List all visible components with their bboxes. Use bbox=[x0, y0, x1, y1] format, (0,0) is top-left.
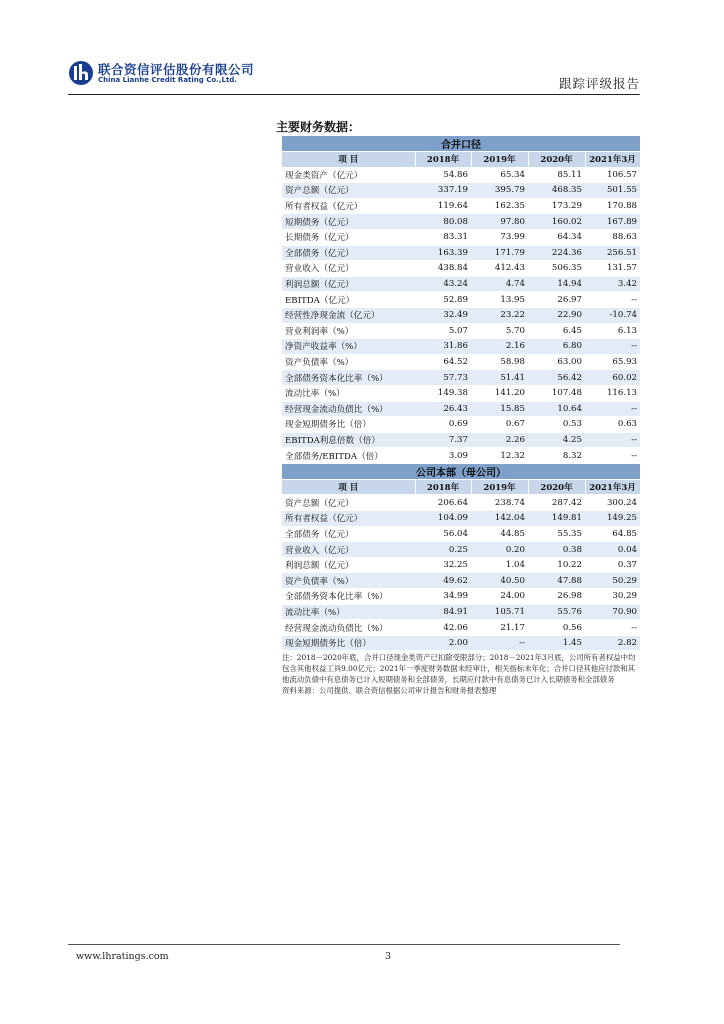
row-label: 全部债务资本化比率（%） bbox=[282, 589, 415, 605]
table-cell: -- bbox=[471, 635, 528, 651]
row-label: 经营性净现金流（亿元） bbox=[282, 307, 415, 323]
table-cell: 73.99 bbox=[471, 229, 528, 245]
table-cell: 84.91 bbox=[415, 604, 471, 620]
table-cell: 141.20 bbox=[471, 385, 528, 401]
row-label: 全部债务资本化比率（%） bbox=[282, 370, 415, 386]
row-label: EBITDA利息倍数（倍） bbox=[282, 432, 415, 448]
table-cell: 149.25 bbox=[585, 511, 640, 527]
row-label: 现金短期债务比（倍） bbox=[282, 635, 415, 651]
row-label: 全部债务/EBITDA（倍） bbox=[282, 448, 415, 464]
row-label: 经营现金流动负债比（%） bbox=[282, 620, 415, 636]
table-cell: 26.97 bbox=[528, 292, 585, 308]
footer-website-link[interactable]: www.lhratings.com bbox=[76, 951, 169, 962]
row-label: 全部债务（亿元） bbox=[282, 526, 415, 542]
table-row bbox=[282, 620, 640, 636]
table-row bbox=[282, 401, 640, 417]
table-cell: 171.79 bbox=[471, 245, 528, 261]
table-cell: 52.89 bbox=[415, 292, 471, 308]
table-cell: 116.13 bbox=[585, 385, 640, 401]
table-cell: 64.52 bbox=[415, 354, 471, 370]
table-row bbox=[282, 370, 640, 386]
row-label: EBITDA（亿元） bbox=[282, 292, 415, 308]
row-label: 短期债务（亿元） bbox=[282, 214, 415, 230]
table-row bbox=[282, 573, 640, 589]
table-cell: 438.84 bbox=[415, 261, 471, 277]
table-cell: 0.20 bbox=[471, 542, 528, 558]
table-row bbox=[282, 245, 640, 261]
table-cell: 7.37 bbox=[415, 432, 471, 448]
table-cell: 26.43 bbox=[415, 401, 471, 417]
table-cell: 2.16 bbox=[471, 339, 528, 355]
table-cell: 40.50 bbox=[471, 573, 528, 589]
table-cell: 32.49 bbox=[415, 307, 471, 323]
table-cell: 0.63 bbox=[585, 417, 640, 433]
table-cell: 30.29 bbox=[585, 589, 640, 605]
table-row bbox=[282, 261, 640, 277]
table-cell: 56.04 bbox=[415, 526, 471, 542]
column-header: 2021年3月 bbox=[585, 479, 640, 495]
table-cell: 55.35 bbox=[528, 526, 585, 542]
table-cell: 160.02 bbox=[528, 214, 585, 230]
table-cell: -- bbox=[585, 401, 640, 417]
table-cell: 13.95 bbox=[471, 292, 528, 308]
table-row bbox=[282, 604, 640, 620]
section-title: 主要财务数据： bbox=[276, 120, 361, 134]
table-cell: 3.42 bbox=[585, 276, 640, 292]
table-cell: 3.09 bbox=[415, 448, 471, 464]
table-cell: 88.63 bbox=[585, 229, 640, 245]
table-row bbox=[282, 589, 640, 605]
column-header: 2021年3月 bbox=[585, 152, 640, 168]
table-cell: -10.74 bbox=[585, 307, 640, 323]
table-cell: 0.56 bbox=[528, 620, 585, 636]
table-cell: 15.85 bbox=[471, 401, 528, 417]
row-label: 长期债务（亿元） bbox=[282, 229, 415, 245]
table-cell: 256.51 bbox=[585, 245, 640, 261]
table-cell: 42.06 bbox=[415, 620, 471, 636]
table-row bbox=[282, 198, 640, 214]
table-cell: 22.90 bbox=[528, 307, 585, 323]
table-cell: 83.31 bbox=[415, 229, 471, 245]
table-cell: 0.69 bbox=[415, 417, 471, 433]
table-cell: -- bbox=[585, 292, 640, 308]
table-cell: -- bbox=[585, 448, 640, 464]
table-row bbox=[282, 526, 640, 542]
table-cell: 6.45 bbox=[528, 323, 585, 339]
table-cell: 4.74 bbox=[471, 276, 528, 292]
page-header bbox=[68, 58, 640, 94]
row-label: 所有者权益（亿元） bbox=[282, 198, 415, 214]
table-row bbox=[282, 354, 640, 370]
table-cell: 6.80 bbox=[528, 339, 585, 355]
table-cell: 131.57 bbox=[585, 261, 640, 277]
table-row bbox=[282, 214, 640, 230]
table-cell: 506.35 bbox=[528, 261, 585, 277]
table-row bbox=[282, 385, 640, 401]
table-cell: 23.22 bbox=[471, 307, 528, 323]
table-row bbox=[282, 542, 640, 558]
table-cell: 70.90 bbox=[585, 604, 640, 620]
table-cell: -- bbox=[585, 432, 640, 448]
row-label: 营业收入（亿元） bbox=[282, 542, 415, 558]
table-row bbox=[282, 276, 640, 292]
row-label: 资产总额（亿元） bbox=[282, 183, 415, 199]
row-label: 净资产收益率（%） bbox=[282, 339, 415, 355]
row-label: 资产负债率（%） bbox=[282, 573, 415, 589]
table-cell: 501.55 bbox=[585, 183, 640, 199]
report-type-label: 跟踪评级报告 bbox=[558, 76, 640, 91]
company-name-cn: 联合资信评估股份有限公司 bbox=[98, 62, 255, 77]
table-cell: 468.35 bbox=[528, 183, 585, 199]
table-cell: 8.32 bbox=[528, 448, 585, 464]
table-cell: 14.94 bbox=[528, 276, 585, 292]
table-cell: 206.64 bbox=[415, 495, 471, 511]
table-cell: 21.17 bbox=[471, 620, 528, 636]
column-header: 2018年 bbox=[415, 152, 471, 168]
table-cell: 287.42 bbox=[528, 495, 585, 511]
header-divider bbox=[68, 94, 640, 95]
table-row bbox=[282, 635, 640, 651]
table-cell: 142.04 bbox=[471, 511, 528, 527]
table-cell: 0.67 bbox=[471, 417, 528, 433]
table-cell: 0.37 bbox=[585, 557, 640, 573]
table-cell: 12.32 bbox=[471, 448, 528, 464]
table-cell: 224.36 bbox=[528, 245, 585, 261]
table-cell: 5.70 bbox=[471, 323, 528, 339]
financial-data-table bbox=[282, 136, 641, 651]
table-cell: 85.11 bbox=[528, 167, 585, 183]
table-cell: 163.39 bbox=[415, 245, 471, 261]
company-name-en: China Lianhe Credit Rating Co.,Ltd. bbox=[98, 76, 237, 84]
table-cell: 395.79 bbox=[471, 183, 528, 199]
table-cell: 65.93 bbox=[585, 354, 640, 370]
column-header: 2020年 bbox=[528, 152, 585, 168]
table-cell: 107.48 bbox=[528, 385, 585, 401]
section-title-row bbox=[282, 136, 640, 152]
table-cell: 64.34 bbox=[528, 229, 585, 245]
table-cell: 149.81 bbox=[528, 511, 585, 527]
table-cell: 54.86 bbox=[415, 167, 471, 183]
table-cell: 24.00 bbox=[471, 589, 528, 605]
table-row bbox=[282, 183, 640, 199]
page-number: 3 bbox=[385, 951, 392, 962]
table-cell: 300.24 bbox=[585, 495, 640, 511]
table-cell: 0.38 bbox=[528, 542, 585, 558]
table-row bbox=[282, 511, 640, 527]
table-cell: 104.09 bbox=[415, 511, 471, 527]
table-cell: 170.88 bbox=[585, 198, 640, 214]
table-cell: 55.76 bbox=[528, 604, 585, 620]
table-section-title: 公司本部（母公司） bbox=[282, 463, 640, 479]
table-cell: 51.41 bbox=[471, 370, 528, 386]
table-cell: 26.98 bbox=[528, 589, 585, 605]
row-label: 现金短期债务比（倍） bbox=[282, 417, 415, 433]
table-cell: 337.19 bbox=[415, 183, 471, 199]
table-row bbox=[282, 292, 640, 308]
table-cell: 1.45 bbox=[528, 635, 585, 651]
row-label: 全部债务（亿元） bbox=[282, 245, 415, 261]
table-cell: 97.80 bbox=[471, 214, 528, 230]
column-header: 2018年 bbox=[415, 479, 471, 495]
row-label: 资产负债率（%） bbox=[282, 354, 415, 370]
row-label: 流动比率（%） bbox=[282, 385, 415, 401]
table-row bbox=[282, 323, 640, 339]
column-header: 2019年 bbox=[471, 152, 528, 168]
table-cell: 412.43 bbox=[471, 261, 528, 277]
column-header: 2019年 bbox=[471, 479, 528, 495]
table-cell: 2.82 bbox=[585, 635, 640, 651]
table-cell: 31.86 bbox=[415, 339, 471, 355]
table-cell: 49.62 bbox=[415, 573, 471, 589]
footer-divider bbox=[68, 944, 620, 945]
table-row bbox=[282, 229, 640, 245]
table-row bbox=[282, 432, 640, 448]
column-header: 项 目 bbox=[282, 152, 415, 168]
row-label: 经营现金流动负债比（%） bbox=[282, 401, 415, 417]
column-header: 2020年 bbox=[528, 479, 585, 495]
table-cell: 50.29 bbox=[585, 573, 640, 589]
table-cell: 57.73 bbox=[415, 370, 471, 386]
table-cell: 63.00 bbox=[528, 354, 585, 370]
column-header-row bbox=[282, 152, 640, 168]
table-cell: 58.98 bbox=[471, 354, 528, 370]
table-cell: 80.08 bbox=[415, 214, 471, 230]
table-cell: 64.85 bbox=[585, 526, 640, 542]
table-cell: 162.35 bbox=[471, 198, 528, 214]
lianhe-logo-icon bbox=[68, 60, 94, 86]
table-row bbox=[282, 307, 640, 323]
section-title-row bbox=[282, 463, 640, 479]
table-cell: 149.38 bbox=[415, 385, 471, 401]
table-cell: 106.57 bbox=[585, 167, 640, 183]
table-cell: 105.71 bbox=[471, 604, 528, 620]
table-cell: 34.99 bbox=[415, 589, 471, 605]
table-row bbox=[282, 417, 640, 433]
table-cell: 32.25 bbox=[415, 557, 471, 573]
table-cell: 2.26 bbox=[471, 432, 528, 448]
table-notes bbox=[282, 652, 640, 696]
row-label: 利润总额（亿元） bbox=[282, 276, 415, 292]
source-text: 资料来源：公司提供、联合资信根据公司审计报告和财务报表整理 bbox=[282, 686, 497, 695]
row-label: 营业利润率（%） bbox=[282, 323, 415, 339]
table-row bbox=[282, 495, 640, 511]
table-cell: 60.02 bbox=[585, 370, 640, 386]
table-cell: 167.89 bbox=[585, 214, 640, 230]
table-cell: 173.29 bbox=[528, 198, 585, 214]
table-cell: 65.34 bbox=[471, 167, 528, 183]
table-cell: 56.42 bbox=[528, 370, 585, 386]
table-cell: 0.04 bbox=[585, 542, 640, 558]
table-cell: -- bbox=[585, 339, 640, 355]
table-cell: 119.64 bbox=[415, 198, 471, 214]
table-cell: 4.25 bbox=[528, 432, 585, 448]
row-label: 所有者权益（亿元） bbox=[282, 511, 415, 527]
table-cell: 44.85 bbox=[471, 526, 528, 542]
table-cell: 10.22 bbox=[528, 557, 585, 573]
table-cell: 2.00 bbox=[415, 635, 471, 651]
row-label: 利润总额（亿元） bbox=[282, 557, 415, 573]
table-cell: 47.88 bbox=[528, 573, 585, 589]
table-cell: 0.25 bbox=[415, 542, 471, 558]
table-row bbox=[282, 448, 640, 464]
table-row bbox=[282, 167, 640, 183]
row-label: 现金类资产（亿元） bbox=[282, 167, 415, 183]
table-cell: 5.07 bbox=[415, 323, 471, 339]
table-cell: 10.64 bbox=[528, 401, 585, 417]
table-row bbox=[282, 557, 640, 573]
table-cell: 6.13 bbox=[585, 323, 640, 339]
table-row bbox=[282, 339, 640, 355]
table-cell: 238.74 bbox=[471, 495, 528, 511]
column-header: 项 目 bbox=[282, 479, 415, 495]
table-cell: 43.24 bbox=[415, 276, 471, 292]
row-label: 流动比率（%） bbox=[282, 604, 415, 620]
table-cell: 0.53 bbox=[528, 417, 585, 433]
column-header-row bbox=[282, 479, 640, 495]
row-label: 资产总额（亿元） bbox=[282, 495, 415, 511]
table-cell: 1.04 bbox=[471, 557, 528, 573]
table-cell: -- bbox=[585, 620, 640, 636]
table-section-title: 合并口径 bbox=[282, 136, 640, 152]
note-text: 注：2018－2020年底，合并口径现金类资产已扣除受限部分；2018－2021年3月底，公司所有者权益中均包含其他权益工具9.00亿元；2021年一季度财务数据未经审计，相关指标未年化；合并口径其他应付款和其他流动负债中有息债务已计入短期债务和全部债务，长期应付款中有息债务已计入长期债务和全部债务 bbox=[282, 653, 636, 684]
row-label: 营业收入（亿元） bbox=[282, 261, 415, 277]
